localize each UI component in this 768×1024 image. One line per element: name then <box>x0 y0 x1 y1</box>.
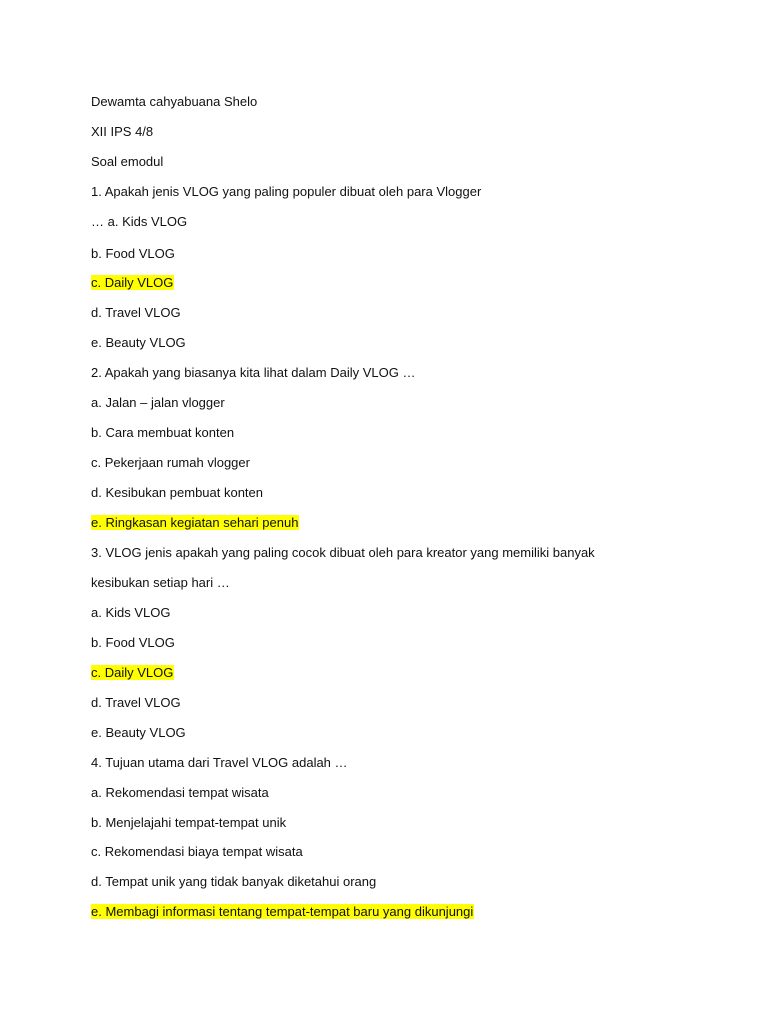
question-4-option-b: b. Menjelajahi tempat-tempat unik <box>91 815 287 830</box>
question-2-option-b: b. Cara membuat konten <box>91 425 235 440</box>
question-4-option-c: c. Rekomendasi biaya tempat wisata <box>91 844 303 859</box>
student-name: Dewamta cahyabuana Shelo <box>91 94 258 109</box>
question-1-option-c-highlighted: c. Daily VLOG <box>91 275 174 290</box>
question-2-option-e-highlighted: e. Ringkasan kegiatan sehari penuh <box>91 515 299 530</box>
question-1-option-e: e. Beauty VLOG <box>91 335 186 350</box>
question-2-text: 2. Apakah yang biasanya kita lihat dalam Daily VLOG … <box>91 365 416 380</box>
question-2-option-a: a. Jalan – jalan vlogger <box>91 395 225 410</box>
question-1-text: 1. Apakah jenis VLOG yang paling populer dibuat oleh para Vlogger <box>91 184 482 199</box>
question-3-option-e: e. Beauty VLOG <box>91 725 186 740</box>
question-1-option-a: … a. Kids VLOG <box>91 214 188 229</box>
question-3-text: 3. VLOG jenis apakah yang paling cocok dibuat oleh para kreator yang memiliki banyak <box>91 545 595 560</box>
question-2-option-d: d. Kesibukan pembuat konten <box>91 485 264 500</box>
question-1-option-b: b. Food VLOG <box>91 246 175 261</box>
question-4-option-d: d. Tempat unik yang tidak banyak diketahui orang <box>91 874 377 889</box>
question-4-option-a: a. Rekomendasi tempat wisata <box>91 785 269 800</box>
question-2-option-c: c. Pekerjaan rumah vlogger <box>91 455 250 470</box>
question-3-option-a: a. Kids VLOG <box>91 605 171 620</box>
class-label: XII IPS 4/8 <box>91 124 154 139</box>
subject-label: Soal emodul <box>91 154 164 169</box>
question-3-text-continued: kesibukan setiap hari … <box>91 575 230 590</box>
question-3-option-d: d. Travel VLOG <box>91 695 181 710</box>
question-4-option-e-highlighted: e. Membagi informasi tentang tempat-tempat baru yang dikunjungi <box>91 904 474 919</box>
question-4-text: 4. Tujuan utama dari Travel VLOG adalah … <box>91 755 348 770</box>
question-3-option-b: b. Food VLOG <box>91 635 175 650</box>
question-1-option-d: d. Travel VLOG <box>91 305 181 320</box>
question-3-option-c-highlighted: c. Daily VLOG <box>91 665 174 680</box>
